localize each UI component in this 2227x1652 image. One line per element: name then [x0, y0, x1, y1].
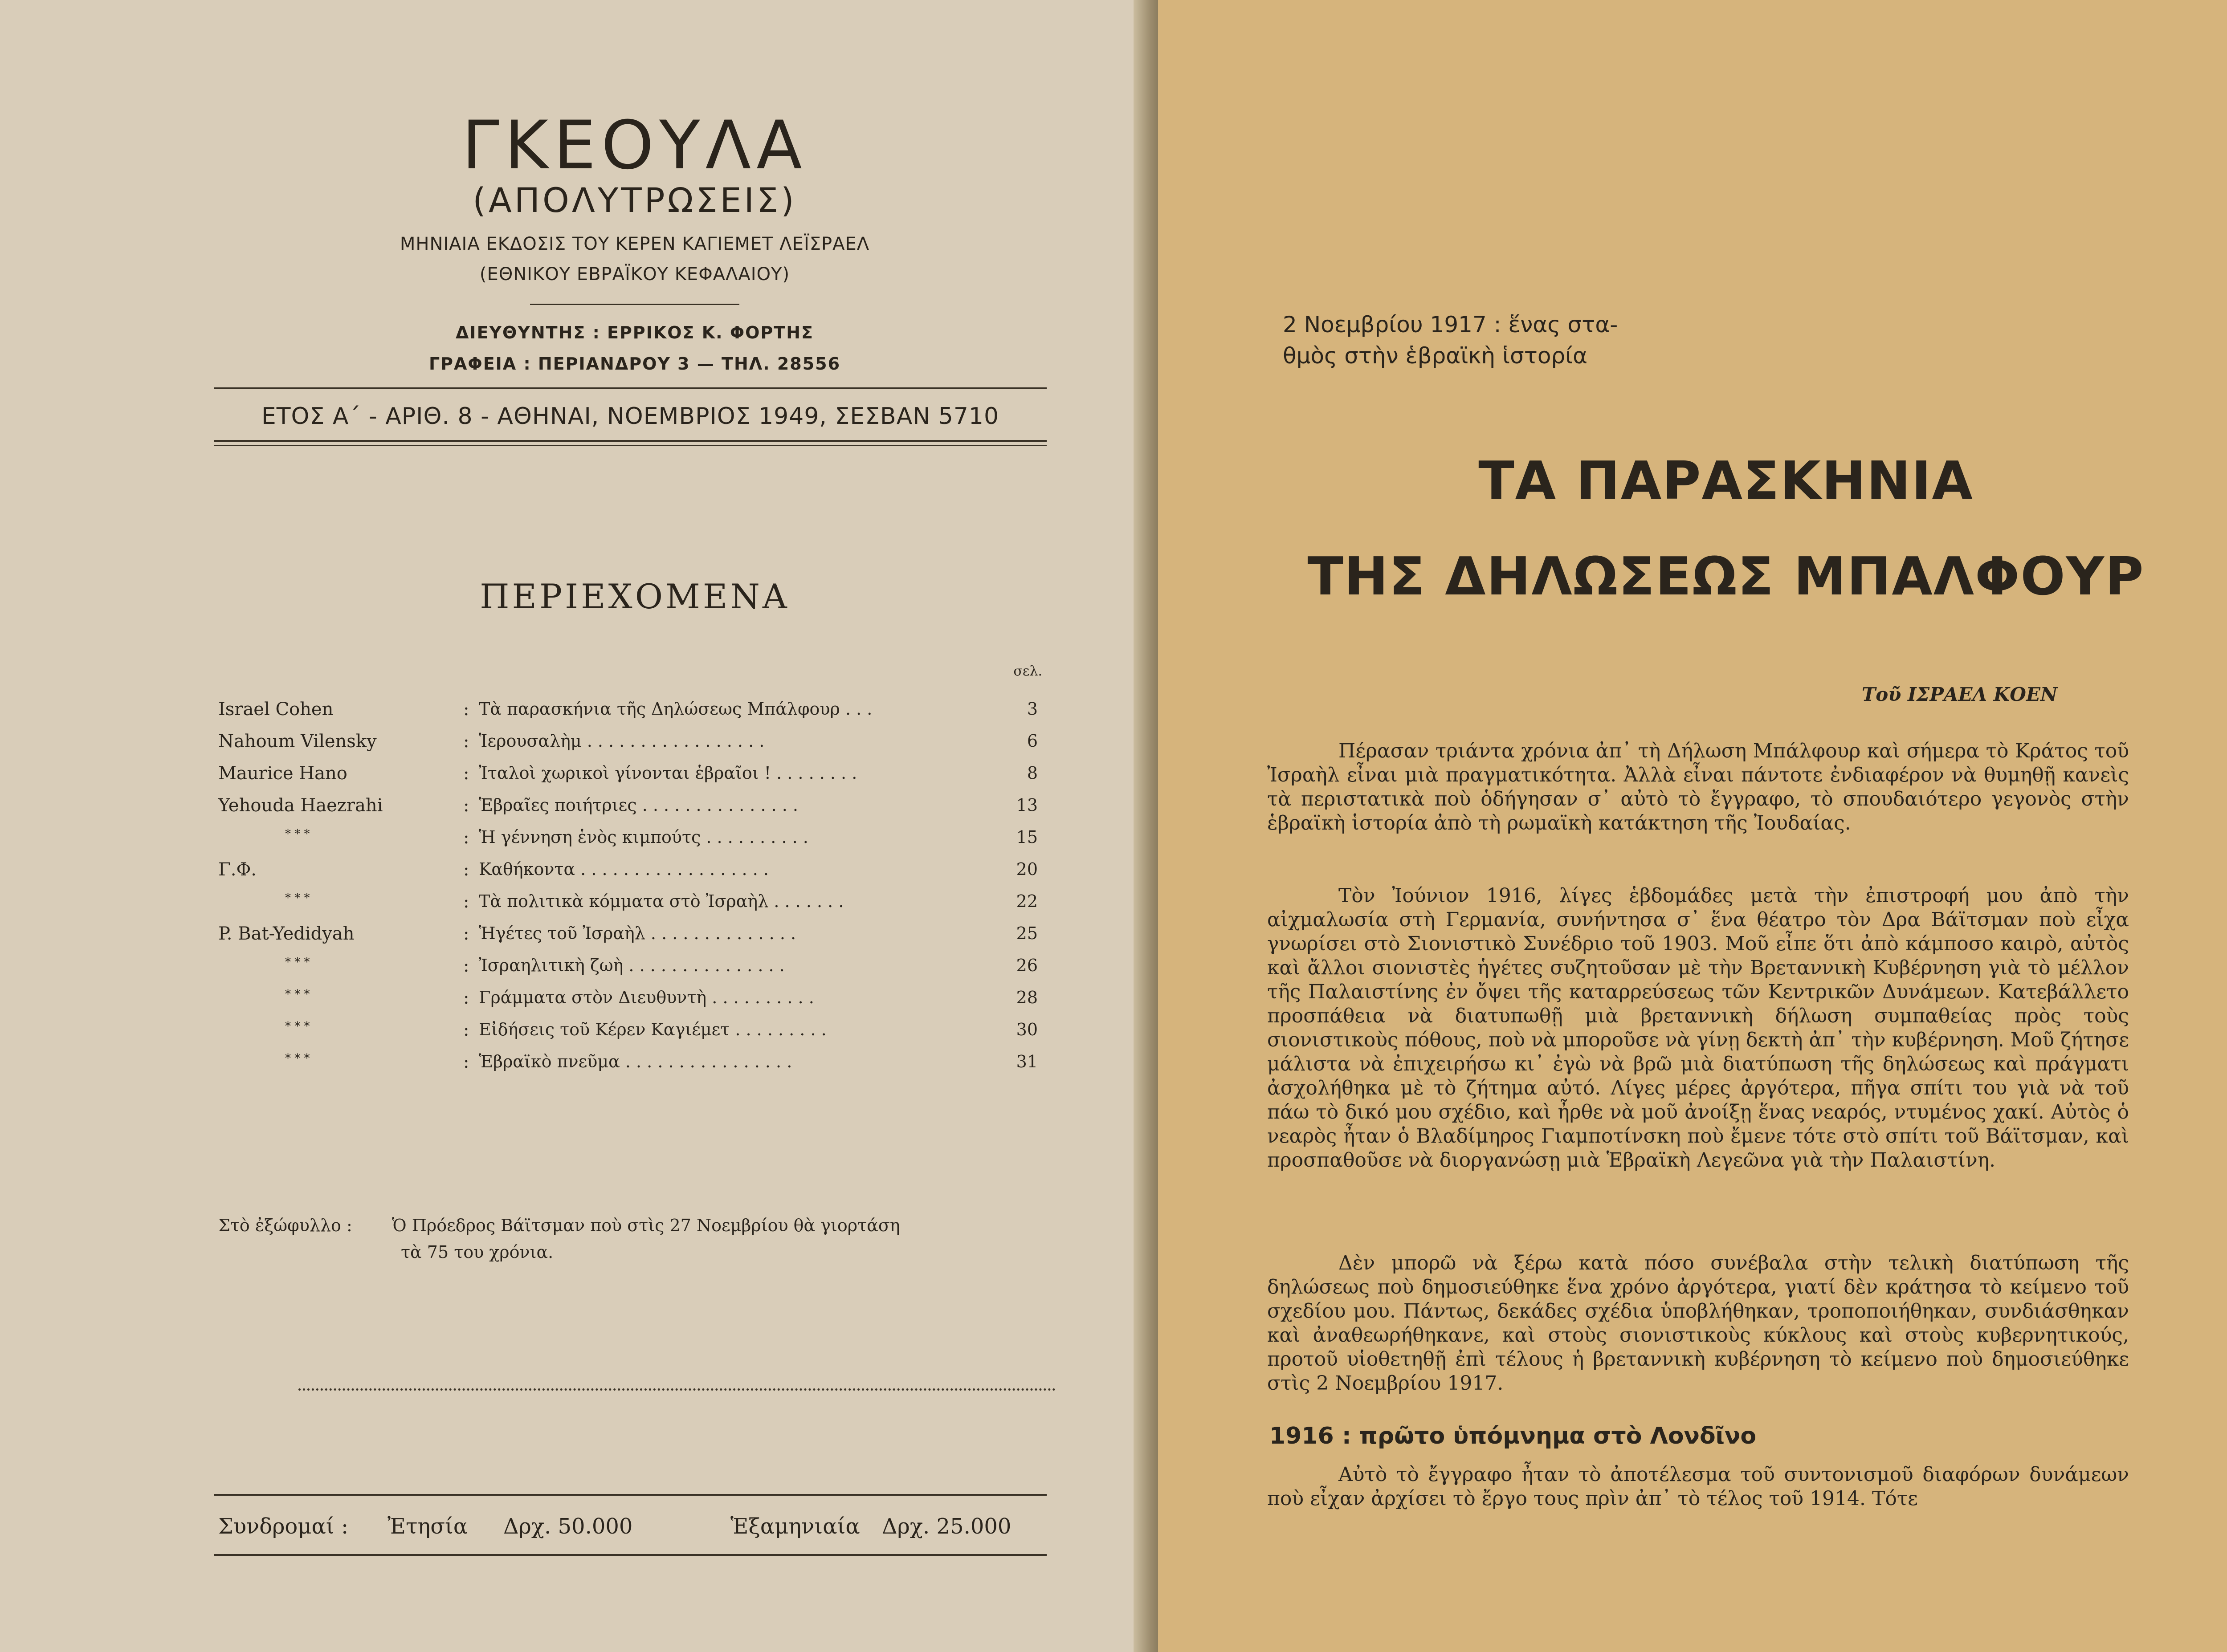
- toc-title: Τὰ παρασκήνια τῆς Δηλώσεως Μπάλφουρ . . .: [479, 699, 873, 719]
- toc-title: Ἰσραηλιτικὴ ζωὴ . . . . . . . . . . . . . . .: [479, 956, 785, 975]
- toc-author: * * *: [285, 1020, 310, 1033]
- toc-author: Yehouda Haezrahi: [218, 795, 383, 816]
- toc-author: Nahoum Vilensky: [218, 731, 377, 752]
- toc-page: 30: [1016, 1020, 1038, 1039]
- article-byline: Τοῦ ΙΣΡΑΕΛ ΚΟΕΝ: [1862, 684, 2058, 705]
- issue-bottom-rule: [214, 440, 1047, 442]
- issue-line: ΕΤΟΣ Α΄ - ΑΡΙΘ. 8 - ΑΘΗΝΑΙ, ΝΟΕΜΒΡΙΟΣ 1949, ΣΕΣΒΑΝ 5710: [261, 403, 999, 430]
- toc-page: 13: [1016, 795, 1038, 815]
- toc-author: P. Bat-Yedidyah: [218, 924, 355, 944]
- toc-title: Ἡγέτες τοῦ Ἰσραὴλ . . . . . . . . . . . . . .: [479, 924, 796, 943]
- toc-page: 28: [1016, 988, 1038, 1007]
- article-paragraph: Αὐτὸ τὸ ἔγγραφο ἦταν τὸ ἀποτέλεσμα τοῦ συντονισμοῦ διαφόρων δυνάμεων ποὺ εἶχαν ἀρχίσει τὸ ἔργο τους πρὶν ἀπ᾽ τὸ τέλος τοῦ 1914. Τότε: [1267, 1463, 2129, 1510]
- article-subheading: 1916 : πρῶτο ὑπόμνημα στὸ Λονδῖνο: [1269, 1423, 1757, 1449]
- toc-title: Τὰ πολιτικὰ κόμματα στὸ Ἰσραὴλ . . . . . . .: [479, 891, 844, 911]
- toc-page: 8: [1027, 763, 1038, 783]
- toc-author: Israel Cohen: [218, 699, 334, 720]
- article-paragraph: Τὸν Ἰούνιον 1916, λίγες ἑβδομάδες μετὰ τὴν ἐπιστροφή μου ἀπὸ τὴν αἰχμαλωσία στὴ Γερμανία, συνήντησα σ᾽ ἕνα θέατρο τὸν Δρα Βάϊτσμαν ποὺ εἶχα γνωρίσει στὸ Σιονιστικὸ Συνέδριο τοῦ 1903. Μοῦ εἶπε ὅτι ἀπὸ κάμποσο καιρὸ, αὐτὸς καὶ ἄλλοι σιονιστὲς ἡγέτες συζητοῦσαν μὲ τὴν Βρεταννικὴ Κυβέρνηση γιὰ τὸ μέλλον τῆς Παλαιστίνης ἐν ὄψει τῆς καταρρεύσεως τῶν Κεντρικῶν Δυνάμεων. Κατεβάλλετο προσπάθεια νὰ διατυπωθῇ μιὰ βρεταννικὴ δήλωση συμπαθείας πρὸς τοὺς σιονιστικοὺς πόθους, ποὺ νὰ μποροῦσε νὰ γίνῃ δεκτὴ ἀπ᾽ τὴν κυβέρνηση. Μοῦ ζήτησε μάλιστα νὰ ἐπιχειρήσω κι᾽ ἐγὼ νὰ βρῶ μιὰ διατύπωση τῆς δηλώσεως καὶ πράγματι ἀσχολήθηκα μὲ τὸ ζήτημα αὐτό. Λίγες μέρες ἀργότερα, πῆγα σπίτι του γιὰ νὰ τοῦ πάω τὸ δικό μου σχέδιο, καὶ ἦρθε νὰ μοῦ ἀνοίξῃ ἕνας νεαρός, ντυμένος χακί. Αὐτὸς ὁ νεαρὸς ἦταν ὁ Βλαδίμηρος Γιαμποτίνσκη ποὺ ἔμενε τότε στὸ σπίτι τοῦ Βάϊτσμαν, καὶ προσπαθοῦσε νὰ διοργανώσῃ μιὰ Ἑβραϊκὴ Λεγεῶνα γιὰ τὴν Παλαιστίνη.: [1267, 884, 2129, 1172]
- toc-title: Ἡ γέννηση ἑνὸς κιμπούτς . . . . . . . . . .: [479, 827, 808, 847]
- toc-separator: :: [463, 795, 469, 816]
- contents-heading: ΠΕΡΙΕΧΟΜΕΝΑ: [480, 577, 790, 616]
- toc-page: 20: [1016, 859, 1038, 879]
- toc-author: * * *: [285, 956, 310, 969]
- toc-separator: :: [463, 731, 469, 752]
- toc-separator: :: [463, 1052, 469, 1072]
- toc-page: 26: [1016, 956, 1038, 975]
- issue-top-rule: [214, 387, 1047, 389]
- masthead-line1: ΜΗΝΙΑΙΑ ΕΚΔΟΣΙΣ ΤΟΥ ΚΕΡΕΝ ΚΑΓΙΕΜΕΤ ΛΕΪΣΡΑΕΛ: [400, 234, 870, 254]
- toc-page: 31: [1016, 1052, 1038, 1071]
- toc-author: * * *: [285, 891, 310, 905]
- toc-separator: :: [463, 988, 469, 1008]
- subscription-top-rule: [214, 1494, 1047, 1496]
- toc-author: * * *: [285, 827, 310, 841]
- article-kicker-line2: θμὸς στὴν ἑβραϊκὴ ἱστορία: [1283, 343, 1588, 369]
- toc-page: 6: [1027, 731, 1038, 751]
- subscription-annual-value: Δρχ. 50.000: [503, 1514, 633, 1539]
- subscription-semiannual-value: Δρχ. 25.000: [882, 1514, 1012, 1539]
- toc-title: Ἰταλοὶ χωρικοὶ γίνονται ἑβραῖοι ! . . . . . . . .: [479, 763, 857, 783]
- toc-author: Maurice Hano: [218, 763, 347, 784]
- masthead-title: ΓΚΕΟΥΛΑ: [462, 107, 808, 184]
- contents-page-col-label: σελ.: [1013, 663, 1042, 679]
- toc-title: Ἑβραῖες ποιήτριες . . . . . . . . . . . . . . .: [479, 795, 799, 815]
- toc-separator: :: [463, 956, 469, 976]
- subscription-label: Συνδρομαί :: [218, 1514, 349, 1539]
- masthead-subtitle: (ΑΠΟΛΥΤΡΩΣΕΙΣ): [473, 180, 797, 220]
- toc-separator: :: [463, 763, 469, 784]
- article-kicker-line1: 2 Νοεμβρίου 1917 : ἕνας στα-: [1283, 312, 1618, 338]
- toc-separator: :: [463, 827, 469, 848]
- cover-note-label: Στὸ ἐξώφυλλο :: [218, 1216, 352, 1235]
- masthead-line2: (ΕΘΝΙΚΟΥ ΕΒΡΑΪΚΟΥ ΚΕΦΑΛΑΙΟΥ): [479, 264, 790, 285]
- toc-page: 15: [1016, 827, 1038, 847]
- masthead-short-rule: [530, 304, 739, 305]
- toc-separator: :: [463, 1020, 469, 1040]
- toc-author: Γ.Φ.: [218, 859, 257, 880]
- toc-page: 22: [1016, 891, 1038, 911]
- masthead-director: ΔΙΕΥΘΥΝΤΗΣ : ΕΡΡΙΚΟΣ Κ. ΦΟΡΤΗΣ: [456, 323, 814, 342]
- toc-separator: :: [463, 924, 469, 944]
- toc-title: Γράμματα στὸν Διευθυντὴ . . . . . . . . . .: [479, 988, 814, 1007]
- issue-bottom-rule-2: [214, 445, 1047, 446]
- article-title-line2: ΤΗΣ ΔΗΛΩΣΕΩΣ ΜΠΑΛΦΟΥΡ: [1307, 545, 2145, 607]
- dotted-divider: [298, 1388, 1056, 1391]
- toc-separator: :: [463, 891, 469, 912]
- subscription-semiannual-label: Ἑξαμηνιαία: [730, 1514, 860, 1539]
- subscription-annual-label: Ἐτησία: [387, 1514, 468, 1539]
- cover-note-line1: Ὁ Πρόεδρος Βάϊτσμαν ποὺ στὶς 27 Νοεμβρίου θὰ γιορτάση: [392, 1216, 900, 1235]
- cover-note-line2: τὰ 75 του χρόνια.: [401, 1242, 554, 1262]
- article-title-line1: ΤΑ ΠΑΡΑΣΚΗΝΙΑ: [1478, 450, 1974, 511]
- article-paragraph: Δὲν μπορῶ νὰ ξέρω κατὰ πόσο συνέβαλα στὴν τελικὴ διατύπωση τῆς δηλώσεως ποὺ δημοσιεύθηκε ἕνα χρόνο ἀργότερα, γιατί δὲν κράτησα τὸ κείμενο τοῦ σχεδίου μου. Πάντως, δεκάδες σχέδια ὑποβλήθηκαν, τροποποιήθηκαν, συνδιάσθηκαν καὶ ἀναθεωρήθηκανε, καὶ στοὺς σιονιστικοὺς κύκλους καὶ στοὺς κυβερνητικούς, προτοῦ υἱοθετηθῇ ἐπὶ τέλους ἡ βρεταννικὴ κυβέρνηση τὸ κείμενο ποὺ δημοσιεύθηκε στὶς 2 Νοεμβρίου 1917.: [1267, 1252, 2129, 1395]
- toc-page: 3: [1027, 699, 1038, 719]
- toc-title: Ἱερουσαλὴμ . . . . . . . . . . . . . . . . .: [479, 731, 765, 751]
- toc-title: Εἰδήσεις τοῦ Κέρεν Καγιέμετ . . . . . . . . .: [479, 1020, 827, 1039]
- article-paragraph: Πέρασαν τριάντα χρόνια ἀπ᾽ τὴ Δήλωση Μπάλφουρ καὶ σήμερα τὸ Κράτος τοῦ Ἰσραὴλ εἶναι μιὰ πραγματικότητα. Ἀλλὰ εἶναι πάντοτε ἐνδιαφέρον νὰ θυμηθῇ κανεὶς τὰ περιστατικὰ ποὺ ὁδήγησαν σ᾽ αὐτὸ τὸ ἔγγραφο, τὸ σπουδαιότερο γεγονὸς στὴν ἑβραϊκὴ ἱστορία ἀπὸ τὴ ρωμαϊκὴ κατάκτηση τῆς Ἰουδαίας.: [1267, 740, 2129, 834]
- toc-title: Ἑβραϊκὸ πνεῦμα . . . . . . . . . . . . . . . .: [479, 1052, 792, 1071]
- masthead-offices: ΓΡΑΦΕΙΑ : ΠΕΡΙΑΝΔΡΟΥ 3 — ΤΗΛ. 28556: [428, 354, 841, 374]
- toc-page: 25: [1016, 924, 1038, 943]
- toc-author: * * *: [285, 1052, 310, 1065]
- subscription-bottom-rule: [214, 1554, 1047, 1556]
- toc-separator: :: [463, 699, 469, 720]
- toc-author: * * *: [285, 988, 310, 1001]
- toc-title: Καθήκοντα . . . . . . . . . . . . . . . . . .: [479, 859, 769, 879]
- toc-separator: :: [463, 859, 469, 880]
